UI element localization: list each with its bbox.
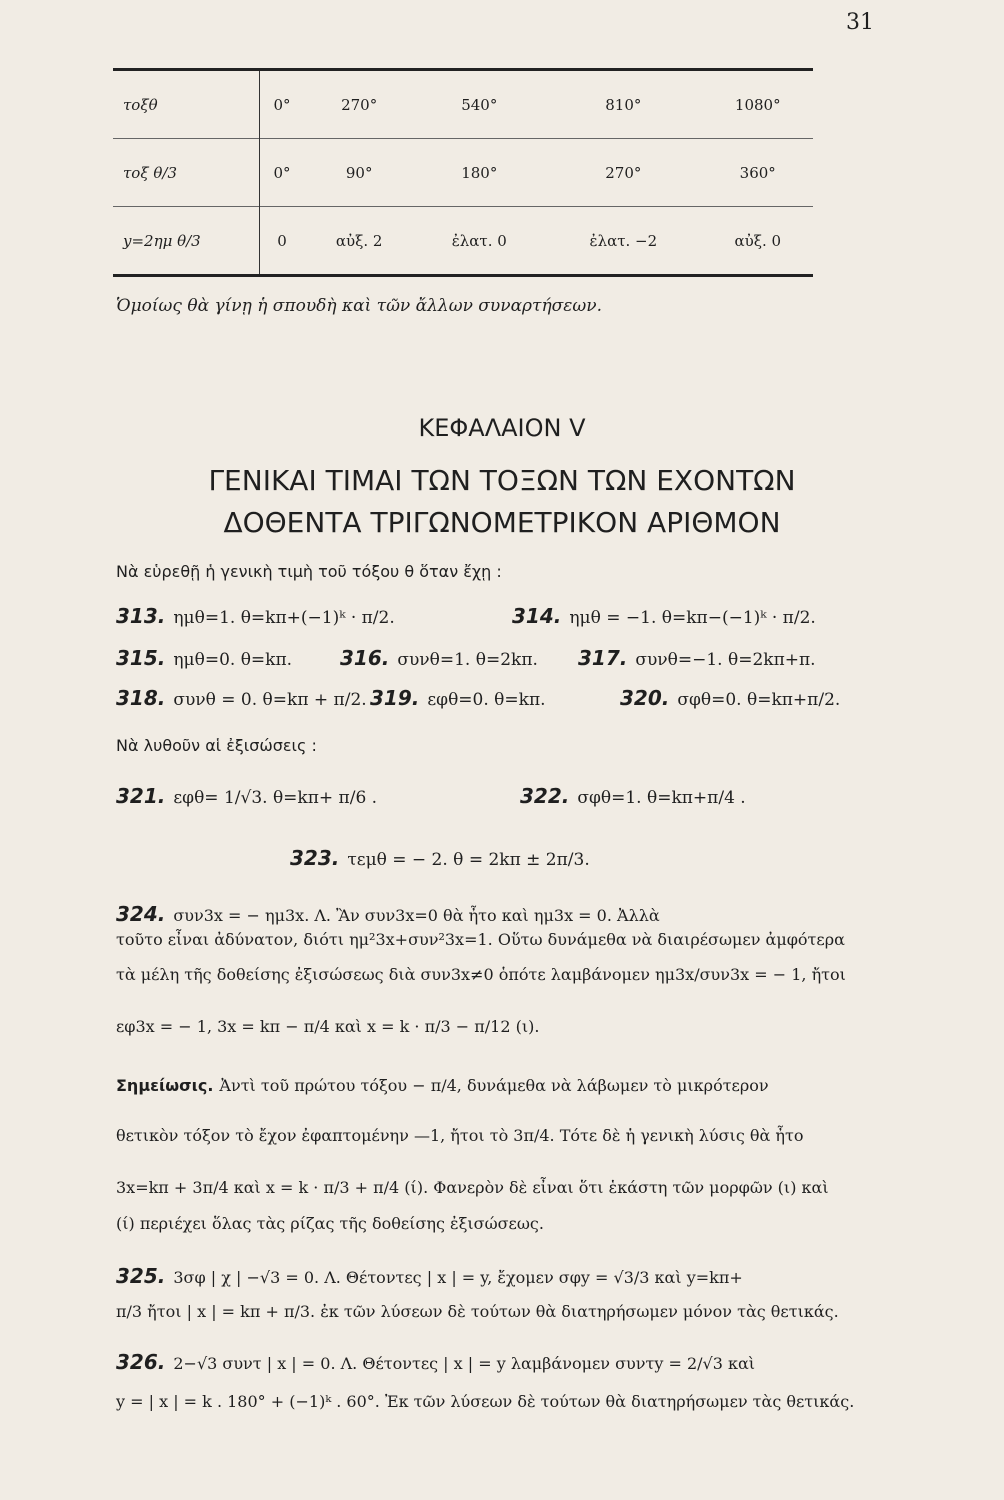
problem-text: εφθ=0. θ=kπ. [427,690,546,710]
problem-315 [116,646,292,670]
table-cell: 360° [703,139,814,207]
table-cell: ἐλατ. −2 [544,207,702,276]
problem-number: 318. [116,686,166,710]
problem-text: εφθ= 1/√3. θ=kπ+ π/6 . [173,788,378,808]
text-line: τοῦτο εἶναι ἀδύνατον, διότι ημ²3x+συν²3x=1. Οὕτω δυνάμεθα νὰ διαιρέσωμεν ἀμφότερα [116,930,845,949]
table-cell: 180° [414,139,544,207]
problem-318 [116,686,367,710]
text-line: y = | x | = k . 180° + (−1)ᵏ . 60°. Ἐκ τῶν λύσεων δὲ τούτων θὰ διατηρήσωμεν τὰς θετικάς. [116,1392,855,1411]
table-cell: 0 [260,207,304,276]
values-table [113,68,813,277]
problem-322 [520,784,746,808]
problem-number: 316. [340,646,390,670]
problem-323 [290,846,590,870]
table-cell: 90° [304,139,414,207]
table-row [113,207,813,276]
text-line: εφ3x = − 1, 3x = kπ − π/4 καὶ x = k · π/3 − π/12 (ι). [116,1017,540,1036]
row-label: τοξθ [113,70,260,139]
table-cell: αὐξ. 0 [703,207,814,276]
text-line: π/3 ἤτοι | x | = kπ + π/3. ἐκ τῶν λύσεων δὲ τούτων θὰ διατηρήσωμεν μόνον τὰς θετικάς. [116,1302,839,1321]
problem-text: 3σφ | χ | −√3 = 0. Λ. Θέτοντες | x | = y, ἔχομεν σφy = √3/3 καὶ y=kπ+ [173,1268,743,1287]
chapter-heading: ΚΕΦΑΛΑΙΟΝ V [418,414,586,442]
problem-number: 314. [512,604,562,628]
intro-equations: Νὰ λυθοῦν αἱ ἐξισώσεις : [116,736,317,755]
problem-319 [370,686,546,710]
problem-number: 322. [520,784,570,808]
problem-number: 319. [370,686,420,710]
problem-321 [116,784,377,808]
problem-320 [620,686,840,710]
problem-text: ημθ=0. θ=kπ. [173,650,293,670]
row-label: τοξ θ/3 [113,139,260,207]
problem-326 [116,1350,755,1374]
title-line-2: ΔΟΘΕΝΤΑ ΤΡΙΓΩΝΟΜΕΤΡΙΚΟΝ ΑΡΙΘΜΟΝ [223,506,781,539]
table-cell: 270° [544,139,702,207]
remark-text: Ἀντὶ τοῦ πρώτου τόξου − π/4, δυνάμεθα νὰ λάβωμεν τὸ μικρότερον [219,1076,769,1095]
table-cell: 270° [341,95,378,114]
remark [116,1076,769,1095]
problem-text: 2−√3 συντ | x | = 0. Λ. Θέτοντες | x | = y λαμβάνομεν συντy = 2/√3 καὶ [173,1354,756,1373]
problem-text: συνθ=−1. θ=2kπ+π. [635,650,816,670]
remark-label: Σημείωσις. [116,1076,214,1095]
problem-text: ημθ=1. θ=kπ+(−1)ᵏ · π/2. [173,608,395,628]
problem-313 [116,604,395,628]
problem-314 [512,604,816,628]
problem-text: τεμθ = − 2. θ = 2kπ ± 2π/3. [347,850,590,870]
table-cell: 540° [461,95,498,114]
problem-316 [340,646,538,670]
text-line: θετικὸν τόξον τὸ ἔχον ἐφαπτομένην —1, ἤτοι τὸ 3π/4. Τότε δὲ ἡ γενικὴ λύσις θὰ ἦτο [116,1126,804,1145]
problem-text: συν3x = − ημ3x. Λ. Ἂν συν3x=0 θὰ ἦτο καὶ ημ3x = 0. Ἀλλὰ [173,906,660,925]
problem-317 [578,646,816,670]
problem-325 [116,1264,743,1288]
table-cell: αὐξ. 2 [304,207,414,276]
table-row [113,70,813,139]
problem-324 [116,902,660,926]
problem-number: 326. [116,1350,166,1374]
problem-number: 315. [116,646,166,670]
problem-text: σφθ=0. θ=kπ+π/2. [677,690,841,710]
text-line: (ί) περιέχει ὅλας τὰς ρίζας τῆς δοθείσης ἐξισώσεως. [116,1214,544,1233]
problem-number: 324. [116,902,166,926]
problem-number: 313. [116,604,166,628]
problem-number: 325. [116,1264,166,1288]
table-cell: 810° [605,95,642,114]
text-line: τὰ μέλη τῆς δοθείσης ἐξισώσεως διὰ συν3x≠0 ὁπότε λαμβάνομεν ημ3x/συν3x = − 1, ἤτοι [116,965,846,984]
page-number: 31 [846,10,874,35]
problem-text: σφθ=1. θ=kπ+π/4 . [577,788,746,808]
table-cell: 0° [260,139,304,207]
problem-number: 321. [116,784,166,808]
problem-text: συνθ=1. θ=2kπ. [397,650,538,670]
problem-text: συνθ = 0. θ=kπ + π/2. [173,690,367,710]
note-text: Ὁμοίως θὰ γίνῃ ἡ σπουδὴ καὶ τῶν ἄλλων συναρτήσεων. [116,296,602,316]
table-row [113,139,813,207]
problem-number: 323. [290,846,340,870]
intro-text: Νὰ εὑρεθῇ ἡ γενικὴ τιμὴ τοῦ τόξου θ ὅταν ἔχῃ : [116,562,502,581]
table-cell: ἐλατ. 0 [414,207,544,276]
problem-number: 317. [578,646,628,670]
text-line: 3x=kπ + 3π/4 καὶ x = k · π/3 + π/4 (ί). Φανερὸν δὲ εἶναι ὅτι ἑκάστη τῶν μορφῶν (ι) καὶ [116,1178,829,1197]
table-cell: 1080° [734,95,781,114]
problem-text: ημθ = −1. θ=kπ−(−1)ᵏ · π/2. [569,608,816,628]
table-cell: 0° [273,95,291,114]
title-line-1: ΓΕΝΙΚΑΙ ΤΙΜΑΙ ΤΩΝ ΤΟΞΩΝ ΤΩΝ ΕΧΟΝΤΩΝ [208,464,796,497]
row-label: y=2ημ θ/3 [113,207,260,276]
problem-number: 320. [620,686,670,710]
